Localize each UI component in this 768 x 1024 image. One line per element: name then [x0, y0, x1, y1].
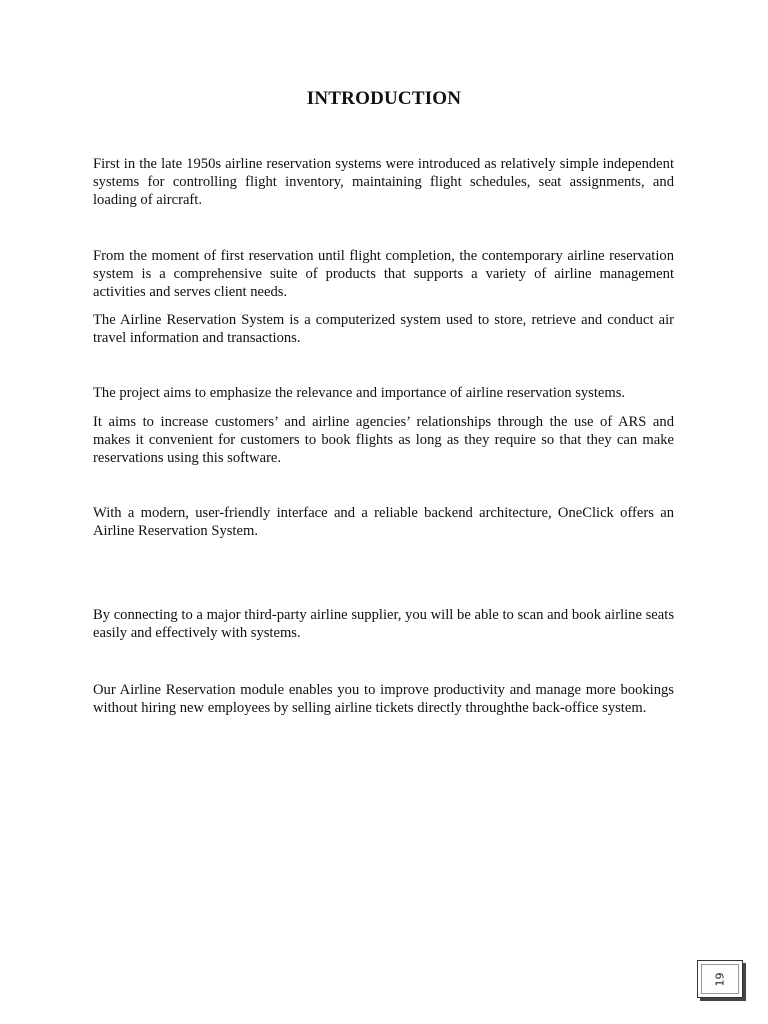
page-number: 19	[713, 972, 727, 986]
paragraph-8: Our Airline Reservation module enables you to improve productivity and manage more bookings without hiring new employees by selling airline tickets directly throughthe back-office system.	[93, 682, 674, 716]
paragraph-4: The project aims to emphasize the relevance and importance of airline reservation systems.	[93, 385, 626, 401]
paragraph-5: It aims to increase customers’ and airline agencies’ relationships through the use of ARS and makes it convenient for customers to book flights as long as they require so that they can make reservations using this software.	[93, 414, 674, 466]
paragraph-2: From the moment of first reservation until flight completion, the contemporary airline reservation system is a comprehensive suite of products that supports a variety of airline management activities and serves client needs.	[93, 248, 674, 300]
page-title: INTRODUCTION	[306, 88, 462, 109]
paragraph-3: The Airline Reservation System is a computerized system used to store, retrieve and conduct air travel information and transactions.	[93, 312, 674, 346]
page-number-box	[697, 960, 743, 998]
paragraph-1: First in the late 1950s airline reservation systems were introduced as relatively simple independent systems for controlling flight inventory, maintaining flight schedules, seat assignments, and loading of aircraft.	[93, 156, 674, 208]
paragraph-6: With a modern, user-friendly interface and a reliable backend architecture, OneClick offers an Airline Reservation System.	[93, 505, 674, 539]
paragraph-7: By connecting to a major third-party airline supplier, you will be able to scan and book airline seats easily and effectively with systems.	[93, 607, 674, 641]
